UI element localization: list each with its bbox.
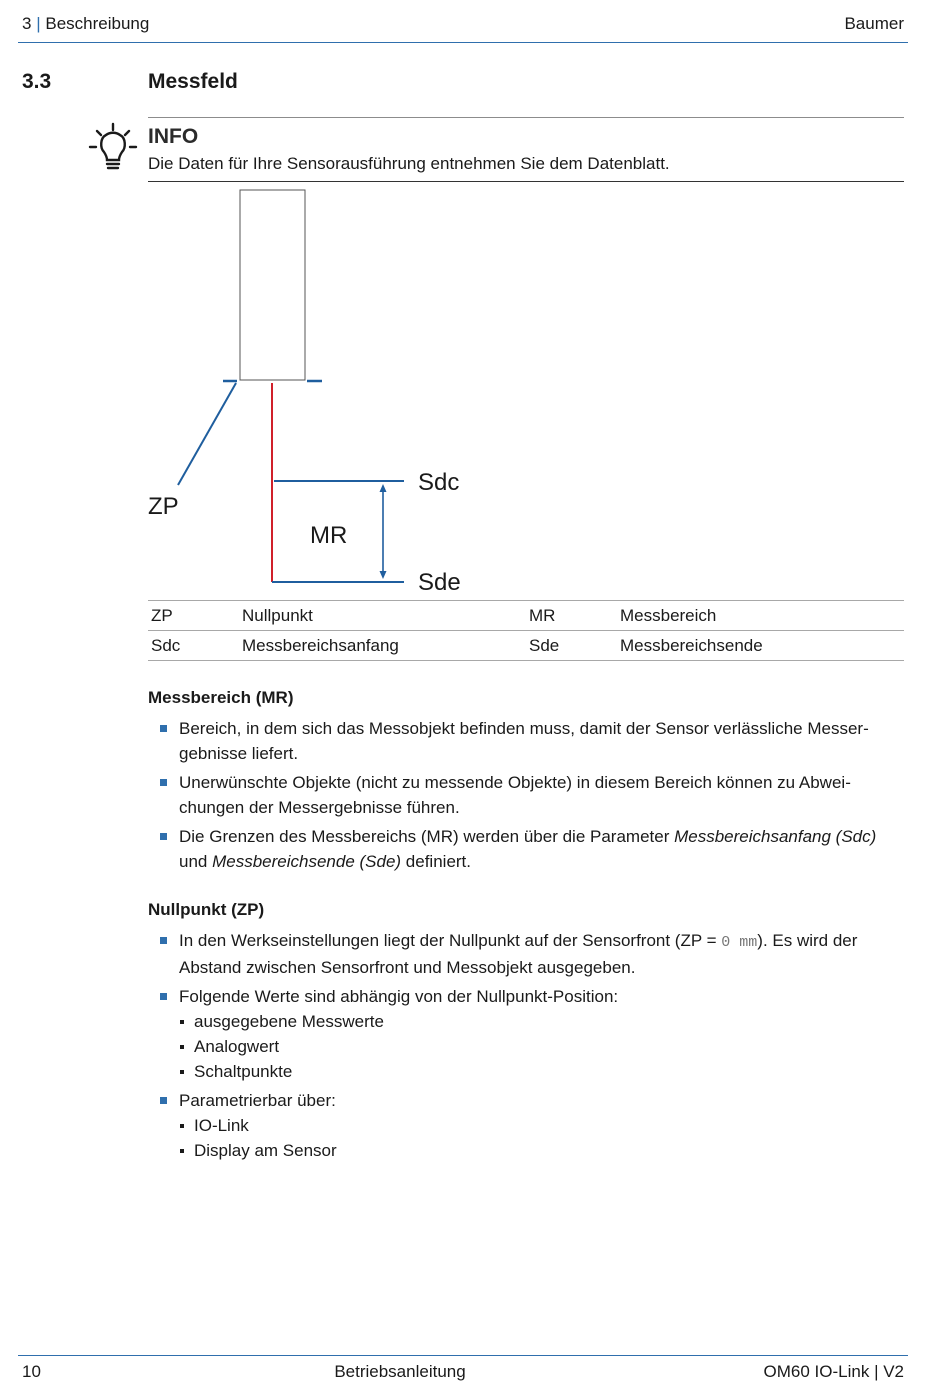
legend-abbr: Sdc bbox=[148, 631, 239, 661]
list-item: Folgende Werte sind abhängig von der Nullpunkt-Position: ausgegebene Messwerte Analogwert Schaltpunkte bbox=[160, 984, 905, 1084]
list-item: In den Werkseinstellungen liegt der Nullpunkt auf der Sensorfront (ZP = 0 mm). Es wird der Abstand zwischen Sensorfront und Messobjekt ausgegeben. bbox=[160, 928, 905, 980]
dependent-values-list bbox=[179, 1009, 905, 1084]
sensor-body bbox=[240, 190, 305, 380]
legend-table bbox=[148, 600, 904, 661]
table-row bbox=[148, 631, 904, 661]
list-item: Unerwünschte Objekte (nicht zu messende Objekte) in diesem Bereich können zu Abweichungen der Messergebnisse führen. bbox=[160, 770, 905, 820]
legend-abbr: MR bbox=[526, 601, 617, 631]
param-sdc: Messbereichsanfang (Sdc) bbox=[674, 827, 877, 846]
section-title: Messfeld bbox=[148, 70, 238, 93]
sub-list-item: ausgegebene Messwerte bbox=[179, 1009, 905, 1034]
param-sde: Messbereichsende (Sde) bbox=[212, 852, 402, 871]
info-title: INFO bbox=[148, 125, 199, 148]
legend-abbr: ZP bbox=[148, 601, 239, 631]
parametrization-list bbox=[179, 1113, 905, 1163]
label-mr: MR bbox=[310, 522, 348, 549]
zero-point-leader bbox=[178, 383, 236, 485]
label-sdc: Sdc bbox=[418, 469, 460, 496]
legend-abbr: Sde bbox=[526, 631, 617, 661]
section-number: 3.3 bbox=[22, 70, 52, 93]
range-arrow-up bbox=[380, 484, 387, 492]
range-arrow-down bbox=[380, 571, 387, 579]
mr-bullet-list bbox=[160, 716, 905, 878]
sub-list-item: Display am Sensor bbox=[179, 1138, 905, 1163]
list-item: Bereich, in dem sich das Messobjekt befinden muss, damit der Sensor verlässliche Messergebnisse liefert. bbox=[160, 716, 905, 766]
table-row bbox=[148, 601, 904, 631]
label-zp: ZP bbox=[148, 493, 179, 520]
brand-name: Baumer bbox=[844, 14, 904, 33]
measuring-field-diagram bbox=[0, 0, 950, 600]
header-separator: | bbox=[36, 14, 41, 33]
sub-list-item: Analogwert bbox=[179, 1034, 905, 1059]
zp-bullet-list bbox=[160, 928, 905, 1167]
info-text: Die Daten für Ihre Sensorausführung entnehmen Sie dem Datenblatt. bbox=[148, 154, 670, 173]
chapter-title: Beschreibung bbox=[45, 14, 150, 33]
list-item: Die Grenzen des Messbereichs (MR) werden über die Parameter Messbereichsanfang (Sdc) und Messbereichsende (Sde) definiert. bbox=[160, 824, 905, 874]
legend-meaning: Messbereichsende bbox=[617, 631, 904, 661]
document-type: Betriebsanleitung bbox=[334, 1362, 466, 1381]
list-item: Parametrierbar über: IO-Link Display am Sensor bbox=[160, 1088, 905, 1163]
sub-list-item: IO-Link bbox=[179, 1113, 905, 1138]
legend-meaning: Messbereich bbox=[617, 601, 904, 631]
legend-meaning: Nullpunkt bbox=[239, 601, 526, 631]
mr-heading: Messbereich (MR) bbox=[148, 688, 294, 707]
label-sde: Sde bbox=[418, 569, 461, 596]
chapter-number: 3 bbox=[22, 14, 32, 33]
page-number: 10 bbox=[22, 1362, 41, 1381]
legend-meaning: Messbereichsanfang bbox=[239, 631, 526, 661]
zp-heading: Nullpunkt (ZP) bbox=[148, 900, 265, 919]
document-id: OM60 IO-Link | V2 bbox=[763, 1362, 904, 1381]
sub-list-item: Schaltpunkte bbox=[179, 1059, 905, 1084]
footer-rule bbox=[18, 1355, 908, 1356]
zero-value-code: 0 mm bbox=[721, 934, 758, 951]
